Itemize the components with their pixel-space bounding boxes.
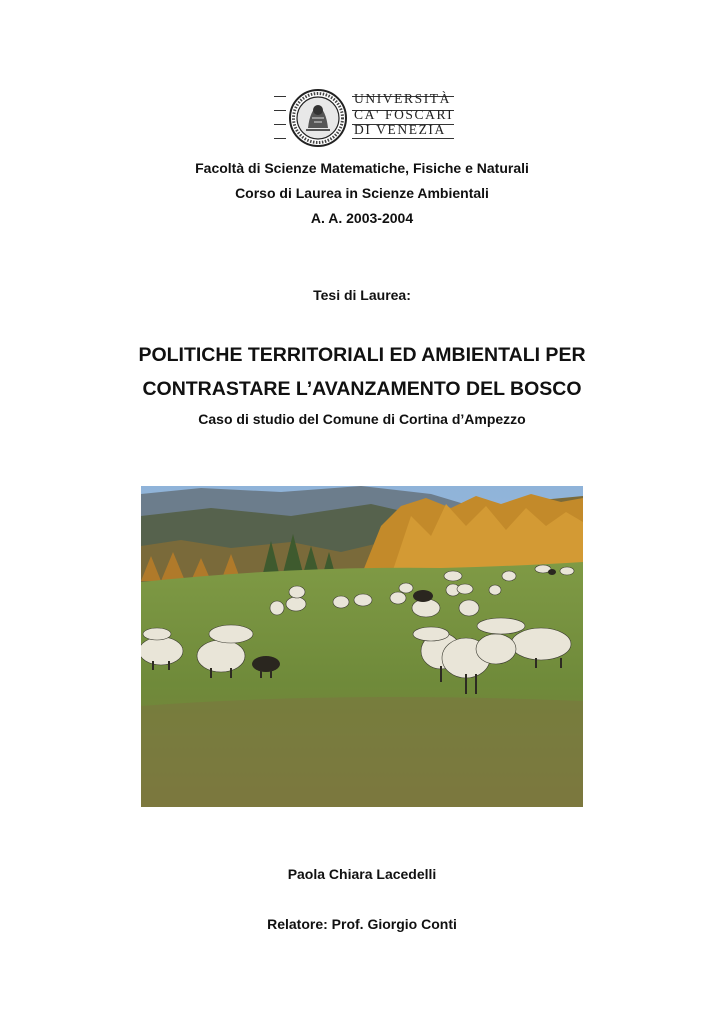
faculty-name: Facoltà di Scienze Matematiche, Fisiche e Naturali xyxy=(195,160,529,176)
university-seal-icon xyxy=(288,88,348,148)
logo-line-3: DI VENEZIA xyxy=(354,122,446,137)
thesis-subtitle: Caso di studio del Comune di Cortina d’Ampezzo xyxy=(198,411,526,427)
course-name: Corso di Laurea in Scienze Ambientali xyxy=(235,185,489,201)
logo-wordmark xyxy=(354,92,454,137)
sheep-meadow-photo xyxy=(141,486,583,807)
author-name: Paola Chiara Lacedelli xyxy=(287,866,437,882)
thesis-label: Tesi di Laurea: xyxy=(313,287,411,303)
logo-line-2: CA' FOSCARI xyxy=(354,107,454,122)
thesis-title-line-2: CONTRASTARE L’AVANZAMENTO DEL BOSCO xyxy=(142,378,582,400)
advisor-name: Relatore: Prof. Giorgio Conti xyxy=(267,916,457,932)
thesis-title-line-1: POLITICHE TERRITORIALI ED AMBIENTALI PER xyxy=(138,344,586,366)
academic-year: A. A. 2003-2004 xyxy=(310,210,414,226)
university-logo xyxy=(274,88,454,148)
logo-line-1: UNIVERSITÀ xyxy=(354,91,451,106)
